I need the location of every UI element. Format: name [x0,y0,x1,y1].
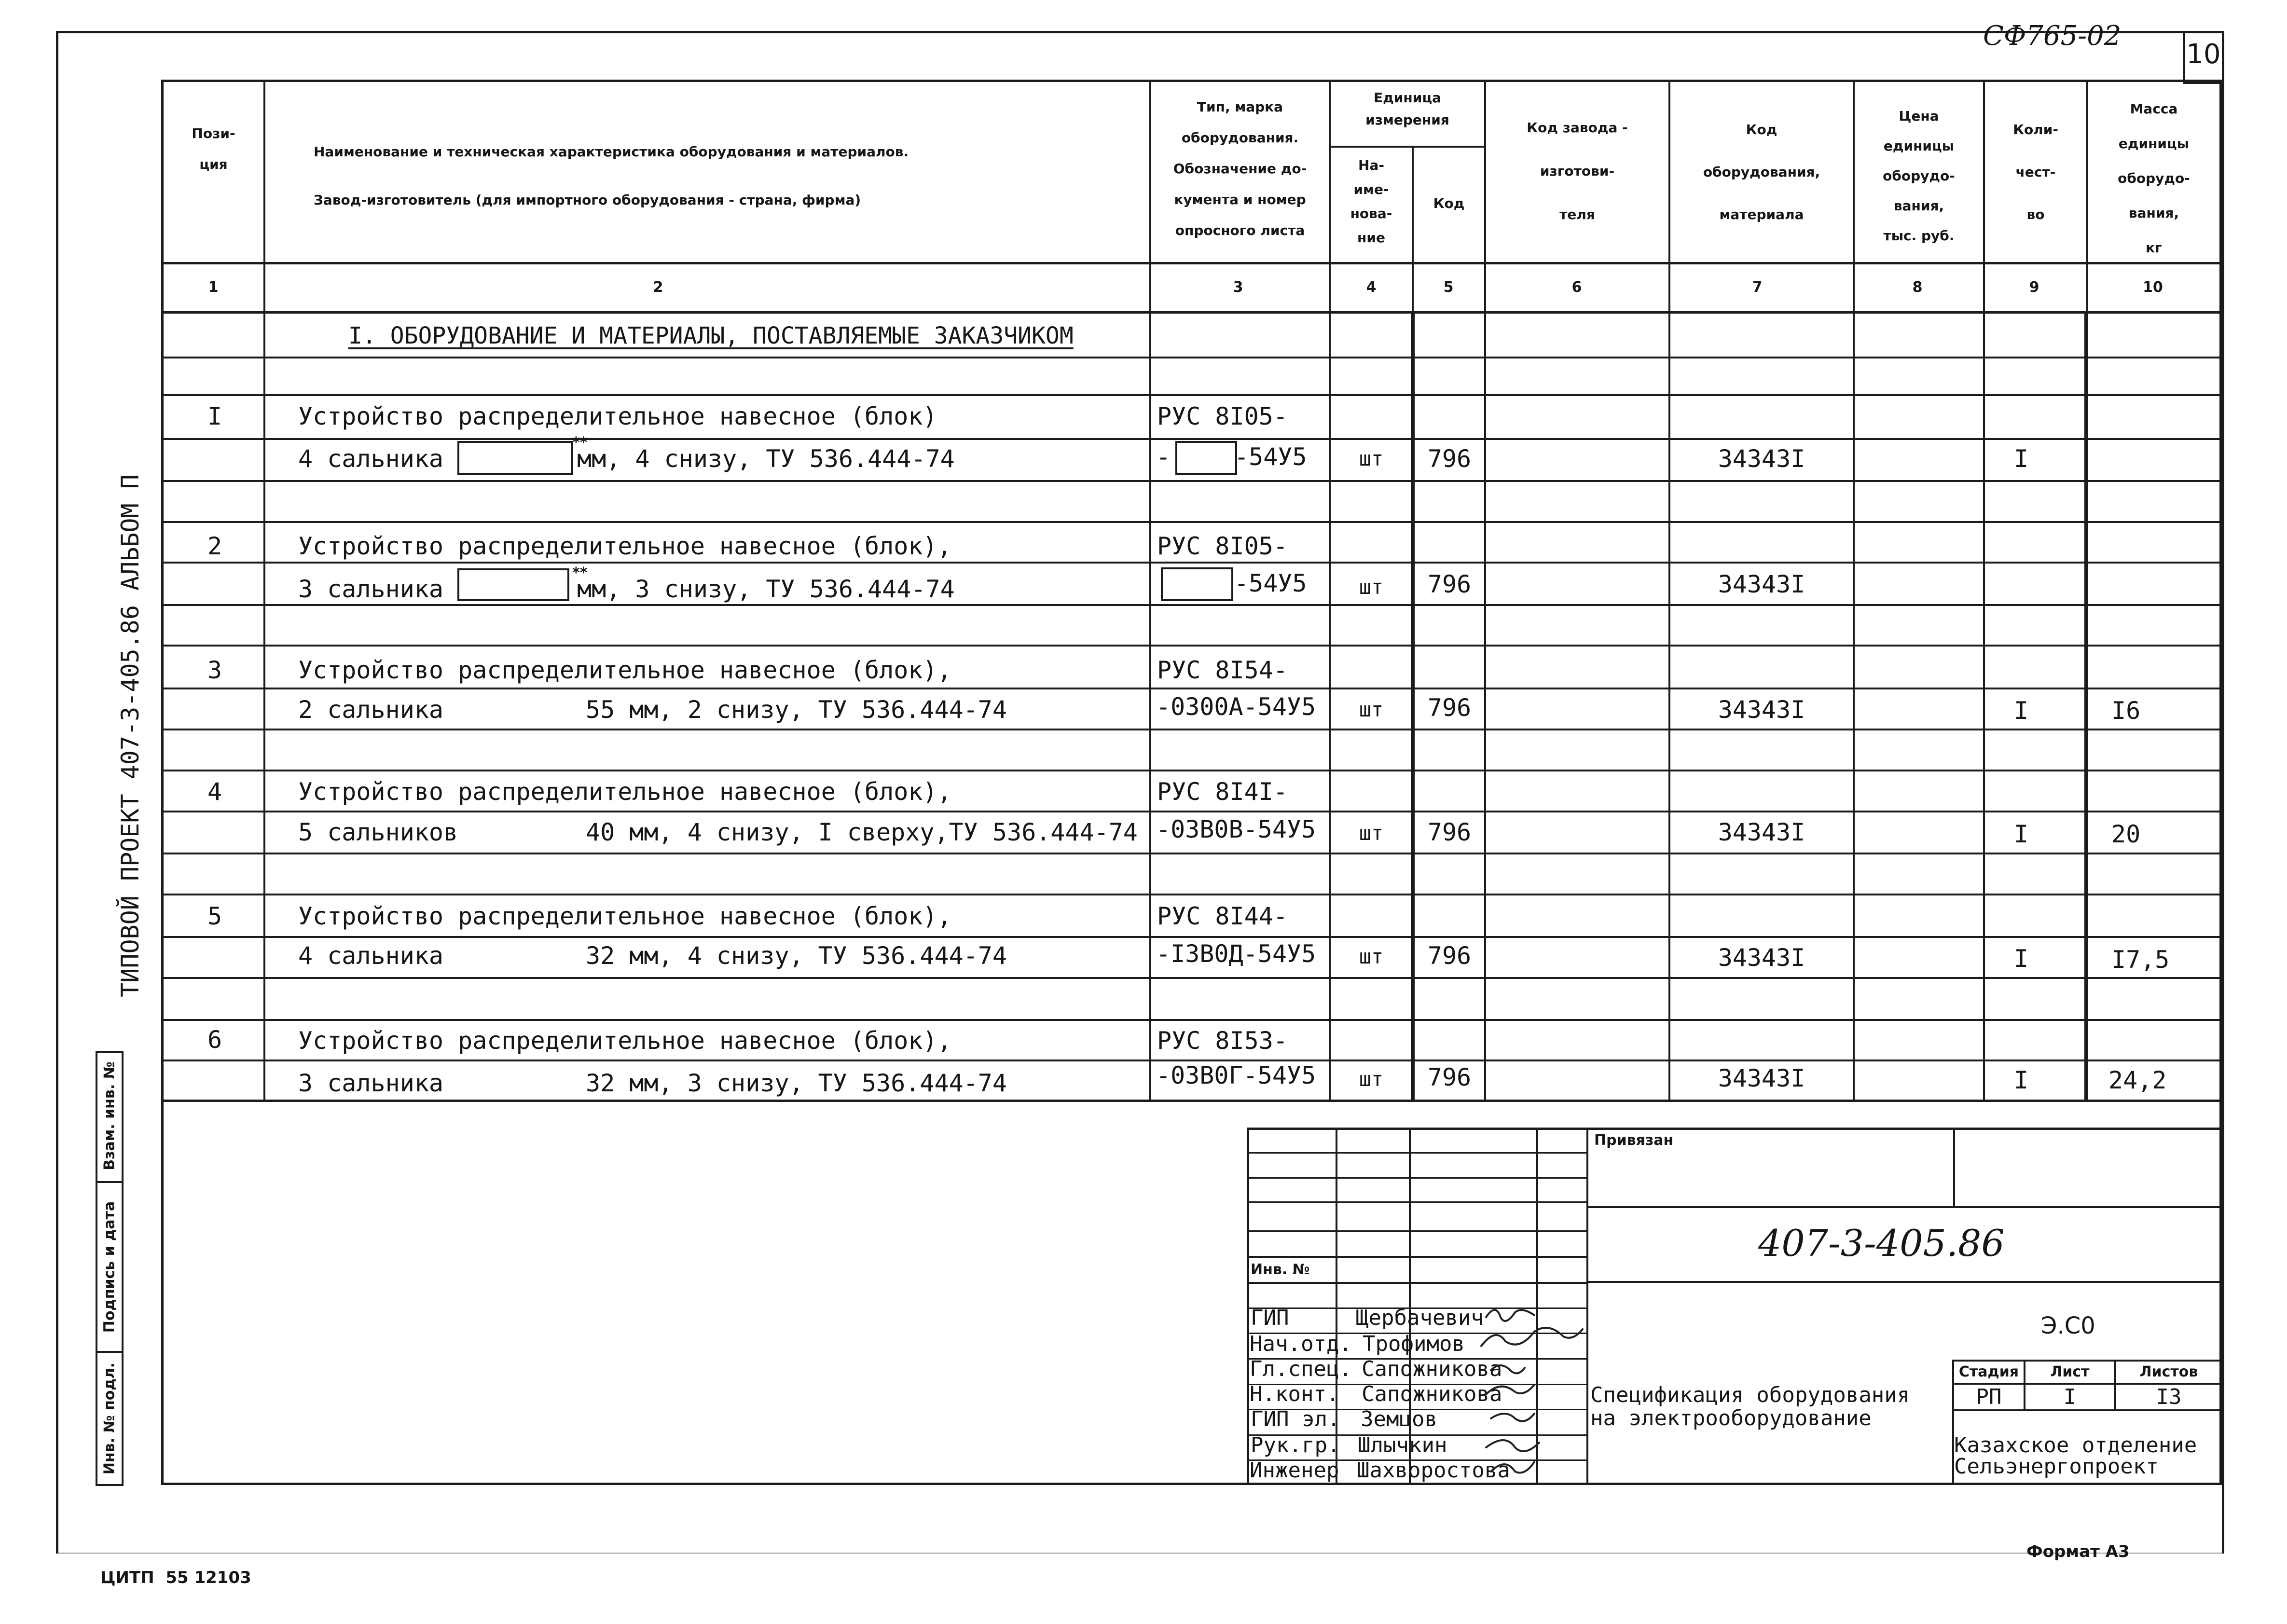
row-equipment-code: 34343I [1718,1064,1805,1092]
row-quantity: I [2013,945,2029,973]
row-name-line1: Устройство распределительное навесное (блок), [298,656,952,684]
row-type-line2: -03В0Г-54У5 [1156,1061,1316,1089]
row-type-line1: РУС 8I53- [1157,1027,1288,1055]
page-number: 10 [2186,39,2221,70]
blank-box [1161,567,1233,601]
sheet-value: I [2063,1385,2077,1409]
stage-label: Стадия [1958,1363,2019,1380]
role-chief-spec: Гл.спец. [1250,1357,1352,1381]
signer-name: Сапожникова [1362,1382,1502,1406]
row-type-line1: РУС 8I54- [1157,656,1288,684]
header-price: Цена единицы оборудо- вания, тыс. руб. [1883,108,1955,244]
header-unit-code: Код [1433,195,1465,211]
row-name-line1: Устройство распределительное навесное (блок), [298,778,952,806]
header-type: Тип, марка оборудования. Обозначение до- кумента и номер опросного листа [1173,99,1307,238]
row-type-line2: -I3В0Д-54У5 [1156,940,1316,968]
organization-line1: Казахское отделение [1954,1433,2197,1458]
row-unit: шт [1359,575,1384,599]
row-name-line2-end: 32 мм, 3 снизу, ТУ 536.444-74 [586,1069,1007,1097]
row-unit-code: 796 [1427,694,1472,722]
row-type-line1: РУС 8I4I- [1157,778,1288,806]
row-equipment-code: 34343I [1718,818,1805,846]
column-number: 3 [1233,279,1243,296]
header-equipment-code: Код оборудования, материала [1703,122,1820,222]
row-quantity: I [2013,1066,2029,1094]
column-number: 7 [1752,279,1763,296]
signer-name: Земцов [1361,1407,1437,1431]
column-number: 9 [2029,279,2039,296]
header-unit-name: На- име- нова- ние [1350,157,1392,246]
row-type-line1: РУС 8I44- [1157,902,1288,930]
row-quantity: I [2013,820,2029,848]
column-number: 6 [1571,279,1582,296]
project-code: 407-3-405.86 [1758,1222,2005,1265]
header-factory-code: Код завода - изготови- теля [1527,120,1628,222]
header-name: Наименование и техническая характеристика оборудования и материалов. Завод-изготовитель (для импортного оборудования - страна, фирма) [314,144,909,208]
document-title-line2: на электрооборудование [1590,1406,1872,1431]
row-unit: шт [1359,1067,1384,1091]
row-type-line2-start: - [1156,443,1171,471]
signer-name: Щербачевич [1356,1306,1484,1330]
header-unit-group: Единица измерения [1365,90,1449,128]
signer-name: Шлычкин [1358,1433,1447,1458]
row-mass: I6 [2111,697,2141,725]
row-unit: шт [1359,945,1384,968]
stamp-inv-podl: Инв. № подл. [101,1362,118,1475]
role-group-head: Рук.гр. [1251,1433,1340,1458]
role-norm-control: Н.конт. [1250,1382,1339,1406]
column-number: 10 [2143,279,2163,296]
row-quantity: I [2013,445,2029,473]
column-number: 2 [653,279,663,296]
sheets-label: Листов [2139,1363,2198,1380]
format-label: Формат А3 [2026,1542,2130,1561]
row-name-line2-start: 3 сальника [298,575,444,603]
row-unit-code: 796 [1427,445,1472,473]
document-title-line1: Спецификация оборудования [1590,1383,1910,1407]
row-mass: I7,5 [2111,946,2170,974]
column-number: 4 [1366,279,1377,296]
column-number: 8 [1912,279,1923,296]
album-side-text: ТИПОВОЙ ПРОЕКТ 407-3-405.86 АЛЬБОМ П [116,474,144,997]
row-name-line1: Устройство распределительное навесное (блок), [298,1027,952,1055]
role-head-dept: Нач.отд. [1250,1332,1352,1356]
column-number: 5 [1443,279,1454,296]
role-engineer: Инженер [1250,1458,1339,1483]
row-name-line2-start: 4 сальника [298,942,444,970]
row-name-line2-end: 40 мм, 4 снизу, I сверху,ТУ 536.444-74 [586,818,1138,846]
column-number: 1 [208,279,219,296]
row-name-line2-end: мм, 3 снизу, ТУ 536.444-74 [577,575,955,603]
signer-name: Сапожникова [1362,1357,1502,1381]
row-type-line2-end: -54У5 [1234,443,1307,471]
row-name-line2-start: 4 сальника [298,445,444,473]
row-stars: ** [572,434,588,451]
row-type-line2: -03В0В-54У5 [1156,815,1316,843]
row-position: 2 [207,532,222,560]
handwritten-code: СФ765-02 [1983,20,2122,52]
row-unit: шт [1359,698,1384,721]
stamp-vzam-inv: Взам. инв. № [101,1061,118,1170]
blank-box [457,441,573,475]
privyazan-label: Привязан [1594,1132,1674,1149]
row-name-line2-end: 55 мм, 2 снизу, ТУ 536.444-74 [586,696,1007,724]
row-type-line2: -0300А-54У5 [1156,693,1316,721]
row-stars: ** [572,564,588,581]
row-position: 5 [207,902,222,930]
blank-box [457,568,569,601]
sheet-code: Э.С0 [2041,1312,2095,1339]
row-name-line1: Устройство распределительное навесное (блок), [298,532,952,560]
row-position: 4 [207,778,222,806]
row-name-line2-start: 2 сальника [298,696,444,724]
row-unit-code: 796 [1427,942,1472,970]
section-title: I. ОБОРУДОВАНИЕ И МАТЕРИАЛЫ, ПОСТАВЛЯЕМЫЕ ЗАКАЗЧИКОМ [348,322,1074,349]
row-unit: шт [1359,821,1384,845]
row-type-line1: РУС 8I05- [1157,402,1288,430]
role-gip-el: ГИП эл. [1251,1407,1340,1431]
row-type-line2-end: -54У5 [1234,569,1307,597]
row-equipment-code: 34343I [1718,445,1805,473]
row-equipment-code: 34343I [1718,944,1805,972]
row-mass: 24,2 [2108,1066,2167,1094]
row-equipment-code: 34343I [1718,696,1805,724]
header-position: Пози- ция [192,125,235,172]
role-gip: ГИП [1251,1306,1289,1330]
row-name-line2-start: 3 сальника [298,1069,444,1097]
sheet-label: Лист [2050,1363,2090,1380]
header-mass: Масса единицы оборудо- вания, кг [2118,101,2190,256]
row-equipment-code: 34343I [1718,570,1805,598]
row-type-line1: РУС 8I05- [1157,532,1288,560]
stamp-signature-date: Подпись и дата [101,1201,118,1333]
inv-number-label: Инв. № [1251,1261,1310,1278]
row-position: 3 [207,656,222,684]
row-quantity: I [2013,697,2029,725]
row-unit-code: 796 [1427,1063,1472,1091]
row-name-line2-end: 32 мм, 4 снизу, ТУ 536.444-74 [586,942,1007,970]
stage-value: РП [1976,1385,2002,1409]
row-position: I [207,402,222,430]
header-quantity: Коли- чест- во [2013,122,2058,222]
row-name-line2-start: 5 сальников [298,818,458,846]
footer-print-code: ЦИТП 55 12103 [100,1568,251,1587]
row-name-line1: Устройство распределительное навесное (блок), [298,902,952,930]
row-unit-code: 796 [1427,570,1472,598]
row-unit: шт [1359,447,1384,470]
row-unit-code: 796 [1427,818,1472,846]
blank-box [1175,441,1237,475]
signer-name: Трофимов [1363,1332,1465,1356]
row-mass: 20 [2111,820,2141,848]
organization-line2: Сельэнергопроект [1954,1454,2159,1479]
row-position: 6 [207,1026,222,1054]
row-name-line1: Устройство распределительное навесное (блок) [298,402,937,430]
row-name-line2-end: мм, 4 снизу, ТУ 536.444-74 [577,445,955,473]
sheets-value: I3 [2156,1385,2182,1409]
signer-name: Шахворостова [1357,1458,1510,1483]
